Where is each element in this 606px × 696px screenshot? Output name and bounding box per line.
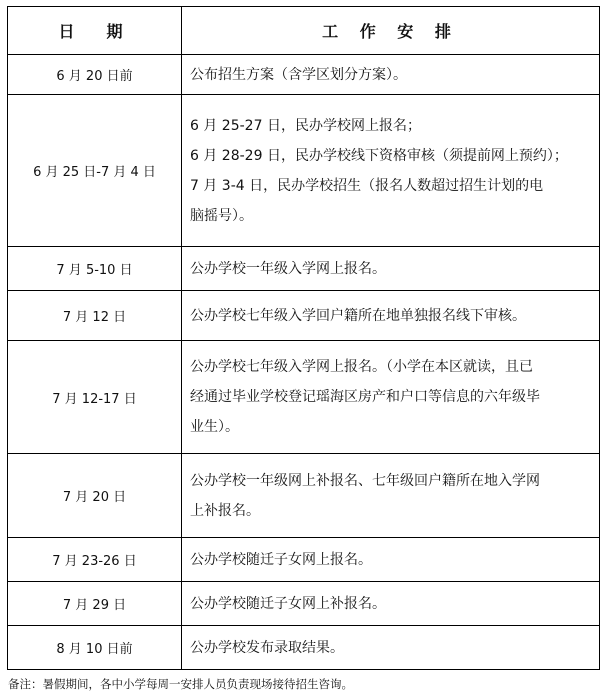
work-line: 公布招生方案（含学区划分方案）。 — [190, 66, 407, 83]
work-line: 公办学校七年级入学回户籍所在地单独报名线下审核。 — [190, 307, 526, 324]
row-date: 7 月 12-17 日 — [8, 341, 182, 454]
work-line: 公办学校七年级入学网上报名。（小学在本区就读，且已 — [190, 359, 533, 375]
work-line: 业生）。 — [190, 419, 239, 435]
row-date: 8 月 10 日前 — [8, 626, 182, 670]
work-line: 6 月 28-29 日，民办学校线下资格审核（须提前网上预约）； — [190, 147, 568, 164]
table-row — [8, 626, 600, 670]
row-work — [182, 626, 600, 670]
work-line: 公办学校发布录取结果。 — [190, 639, 344, 656]
header-work: 工 作 安 排 — [182, 7, 600, 55]
work-line: 公办学校一年级入学网上报名。 — [190, 260, 386, 277]
row-work — [182, 247, 600, 291]
table-row — [8, 291, 600, 341]
row-date: 7 月 12 日 — [8, 291, 182, 341]
table-row — [8, 538, 600, 582]
row-work — [182, 582, 600, 626]
work-line: 上补报名。 — [190, 502, 260, 519]
work-line: 7 月 3-4 日，民办学校招生（报名人数超过招生计划的电 — [190, 177, 544, 194]
row-date: 7 月 29 日 — [8, 582, 182, 626]
work-line: 公办学校一年级网上补报名、七年级回户籍所在地入学网 — [190, 472, 540, 489]
row-date: 6 月 20 日前 — [8, 55, 182, 95]
row-work — [182, 291, 600, 341]
row-date: 7 月 5-10 日 — [8, 247, 182, 291]
work-line: 脑摇号）。 — [190, 207, 253, 224]
table-row — [8, 247, 600, 291]
table-row — [8, 95, 600, 247]
row-work — [182, 538, 600, 582]
work-line: 6 月 25-27 日，民办学校网上报名； — [190, 117, 421, 134]
footnote: 备注：暑假期间，各中小学每周一安排人员负责现场接待招生咨询。 — [8, 677, 353, 691]
table-row — [8, 582, 600, 626]
row-work — [182, 55, 600, 95]
row-work — [182, 95, 600, 247]
row-work — [182, 341, 600, 454]
row-date: 7 月 23-26 日 — [8, 538, 182, 582]
work-line: 公办学校随迁子女网上报名。 — [190, 551, 372, 568]
header-row — [8, 7, 600, 55]
table-row — [8, 341, 600, 454]
work-line: 经通过毕业学校登记瑶海区房产和户口等信息的六年级毕 — [190, 389, 540, 405]
table-row — [8, 55, 600, 95]
header-date: 日 期 — [8, 7, 182, 55]
row-work — [182, 454, 600, 538]
row-date: 7 月 20 日 — [8, 454, 182, 538]
work-line: 公办学校随迁子女网上补报名。 — [190, 595, 386, 612]
row-date: 6 月 25 日-7 月 4 日 — [8, 95, 182, 247]
table-row — [8, 454, 600, 538]
schedule-table — [7, 6, 600, 670]
